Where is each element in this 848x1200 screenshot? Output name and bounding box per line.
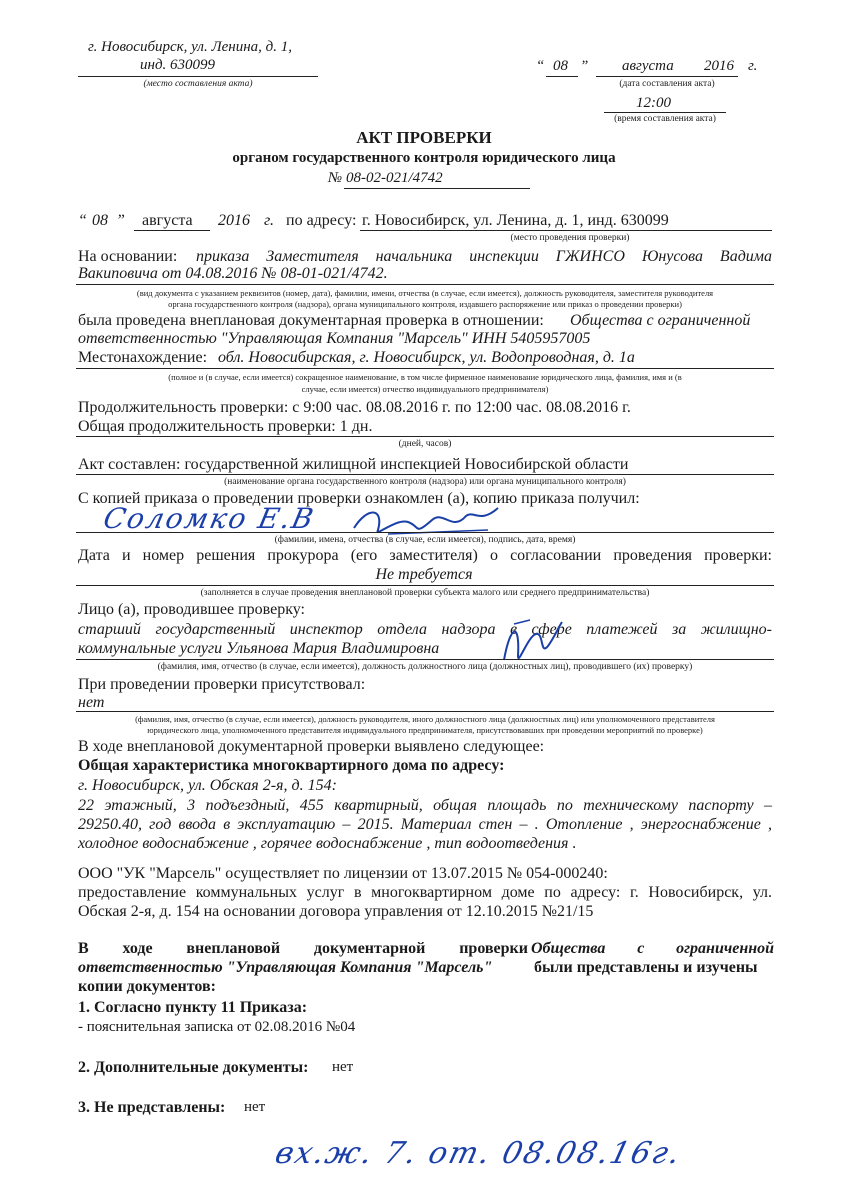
present-underline — [76, 711, 774, 712]
addr-underline — [360, 230, 772, 231]
findings-service-line2: Обская 2-я, д. 154 на основании договора управления от 12.10.2015 №21/15 — [78, 903, 594, 920]
addr-quote-open: “ — [78, 212, 87, 229]
place-line2: инд. 630099 — [140, 57, 216, 73]
findings-heading: Общая характеристика многоквартирного дома по адресу: — [78, 757, 505, 774]
addr-label: по адресу: — [286, 212, 357, 229]
time-value: 12:00 — [636, 95, 671, 111]
act-number: 08-02-021/4742 — [346, 170, 443, 186]
location-value: обл. Новосибирская, г. Новосибирск, ул. Водопроводная, д. 1а — [218, 349, 635, 366]
documents-item2-title: 2. Дополнительные документы: — [78, 1059, 309, 1076]
act-title: АКТ ПРОВЕРКИ — [356, 128, 492, 147]
duration-caption: (дней, часов) — [398, 439, 452, 449]
addr-year: 2016 — [218, 212, 250, 229]
copy-ack-underline — [76, 532, 774, 533]
documents-item2-value: нет — [332, 1059, 354, 1075]
documents-intro-post2: были представлены и изучены — [534, 959, 758, 976]
addr-day: 08 — [92, 212, 108, 229]
prosecutor-caption: (заполняется в случае проведения внеплановой проверки субъекта малого или среднего предпринимательства) — [200, 588, 650, 598]
findings-intro: В ходе внеплановой документарной проверки выявлено следующее: — [78, 738, 545, 755]
place-underline — [78, 76, 318, 77]
prosecutor-underline — [76, 585, 774, 586]
inspector-label: Лицо (а), проводившее проверку: — [78, 601, 305, 618]
addr-quote-close: ” — [116, 212, 125, 229]
basis-caption-line1: (вид документа с указанием реквизитов (номер, дата), фамилии, имени, отчества (в случае, если имеется), должность руководителя, заместителя руководителя — [136, 288, 714, 298]
place-caption: (место составления акта) — [143, 79, 253, 89]
inspection-caption-line2: случае, если имеется) отчество индивидуального предпринимателя) — [301, 384, 549, 394]
composed-caption: (наименование органа государственного контроля (надзора) или органа муниципального контроля) — [224, 477, 626, 487]
documents-item3-value: нет — [244, 1099, 266, 1115]
handwritten-registration-note: вх.ж. 7. от. 08.08.16г. — [271, 1136, 686, 1171]
duration-line2: Общая продолжительность проверки: 1 дн. — [78, 418, 373, 435]
copy-ack-signature: Соломко Е.В — [100, 502, 319, 535]
inspection-underline — [76, 368, 774, 369]
date-underline — [596, 76, 738, 77]
addr-value: г. Новосибирск, ул. Ленина, д. 1, инд. 630099 — [362, 212, 669, 229]
date-quote-close: ” — [580, 58, 589, 74]
present-label: При проведении проверки присутствовал: — [78, 676, 366, 693]
basis-value-line2: Вакиповича от 04.08.2016 № 08-01-021/4742. — [78, 265, 388, 282]
act-subtitle: органом государственного контроля юридического лица — [232, 150, 616, 166]
inspection-caption-line1: (полное и (в случае, если имеется) сокращенное наименование, в том числе фирменное наименование юридического лица, фамилия, имя и (в — [168, 372, 682, 382]
location-label: Местонахождение: — [78, 349, 208, 366]
date-year: 2016 — [704, 58, 734, 74]
documents-item1-value: - пояснительная записка от 02.08.2016 №04 — [78, 1019, 356, 1035]
inspector-caption: (фамилия, имя, отчество (в случае, если имеется), должность должностного лица (должностных лиц), проводившего (их) проверку) — [157, 662, 693, 672]
addr-caption: (место проведения проверки) — [510, 233, 630, 243]
present-value: нет — [78, 694, 105, 711]
copy-ack-text: С копией приказа о проведении проверки ознакомлен (а), копию приказа получил: — [78, 490, 640, 507]
inspector-value-line1: старший государственный инспектор отдела надзора в сфере платежей за жилищно- — [78, 621, 772, 638]
inspection-org-line2: ответственностью "Управляющая Компания "Марсель" ИНН 5405957005 — [78, 330, 591, 347]
date-month: августа — [622, 58, 674, 74]
findings-desc-line3: холодное водоснабжение , горячее водоснабжение , тип водоотведения . — [78, 835, 577, 852]
composed-text: Акт составлен: государственной жилищной инспекцией Новосибирской области — [78, 456, 629, 473]
basis-label: На основании: — [78, 248, 178, 265]
documents-intro-line3: копии документов: — [78, 978, 216, 995]
prosecutor-value: Не требуется — [375, 566, 473, 583]
basis-underline — [76, 284, 774, 285]
inspection-org-line1: Общества с ограниченной — [570, 312, 751, 329]
addr-month: августа — [142, 212, 193, 229]
place-line1: г. Новосибирск, ул. Ленина, д. 1, — [88, 39, 293, 55]
documents-intro-org2: ответственностью "Управляющая Компания "Марсель" — [78, 959, 493, 976]
documents-item1-title: 1. Согласно пункту 11 Приказа: — [78, 999, 308, 1016]
addr-month-underline — [134, 230, 210, 231]
copy-ack-caption: (фамилии, имена, отчества (в случае, если имеется), подпись, дата, время) — [274, 535, 576, 545]
findings-desc-line2: 29250.40, год ввода в эксплуатацию – 2015. Материал стен – . Отопление , энергоснабжение , — [78, 816, 772, 833]
composed-underline — [76, 474, 774, 475]
findings-address: г. Новосибирск, ул. Обская 2-я, д. 154: — [78, 777, 337, 794]
basis-caption-line2: органа государственного контроля (надзора), органа муниципального контроля, издавшего распоряжение или приказ о проведении проверки) — [168, 299, 682, 309]
duration-line1: Продолжительность проверки: с 9:00 час. 08.08.2016 г. по 12:00 час. 08.08.2016 г. — [78, 399, 631, 416]
inspector-underline — [76, 659, 774, 660]
act-number-prefix: № — [328, 170, 343, 186]
present-caption-line1: (фамилия, имя, отчество (в случае, если имеется), должность руководителя, иного должностного лица (должностных лиц) или уполномоченного представителя — [135, 714, 715, 724]
addr-year-suffix: г. — [264, 212, 275, 229]
findings-service-line1: предоставление коммунальных услуг в многоквартирном доме по адресу: г. Новосибирск, ул. — [78, 884, 772, 901]
prosecutor-text: Дата и номер решения прокурора (его заместителя) о согласовании проведения проверки: — [78, 547, 772, 564]
basis-value-line1: приказа Заместителя начальника инспекции ГЖИНСО Юнусова Вадима — [196, 248, 772, 265]
present-caption-line2: юридического лица, уполномоченного представителя индивидуального предпринимателя, присутствовавших при проведении мероприятий по проверке) — [147, 725, 703, 735]
documents-item3-title: 3. Не представлены: — [78, 1099, 226, 1116]
inspection-lead: была проведена внеплановая документарная проверка в отношении: — [78, 312, 544, 329]
act-number-underline — [344, 188, 530, 189]
time-caption: (время составления акта) — [614, 114, 716, 124]
date-day: 08 — [553, 58, 568, 74]
date-year-suffix: г. — [748, 58, 758, 74]
date-caption: (дата составления акта) — [619, 79, 715, 89]
documents-intro-org1: Общества с ограниченной — [531, 940, 774, 957]
findings-license: ООО "УК "Марсель" осуществляет по лицензии от 13.07.2015 № 054-000240: — [78, 865, 608, 882]
inspector-value-line2: коммунальные услуги Ульянова Мария Владимировна — [78, 640, 440, 657]
duration-underline — [76, 436, 774, 437]
time-underline — [604, 112, 726, 113]
date-quote-open: “ — [536, 58, 545, 74]
findings-desc-line1: 22 этажный, 3 подъездный, 455 квартирный, общая площадь по техническому паспорту – — [78, 797, 772, 814]
documents-intro-pre: В ходе внеплановой документарной проверки — [78, 940, 528, 957]
date-day-underline — [546, 76, 578, 77]
